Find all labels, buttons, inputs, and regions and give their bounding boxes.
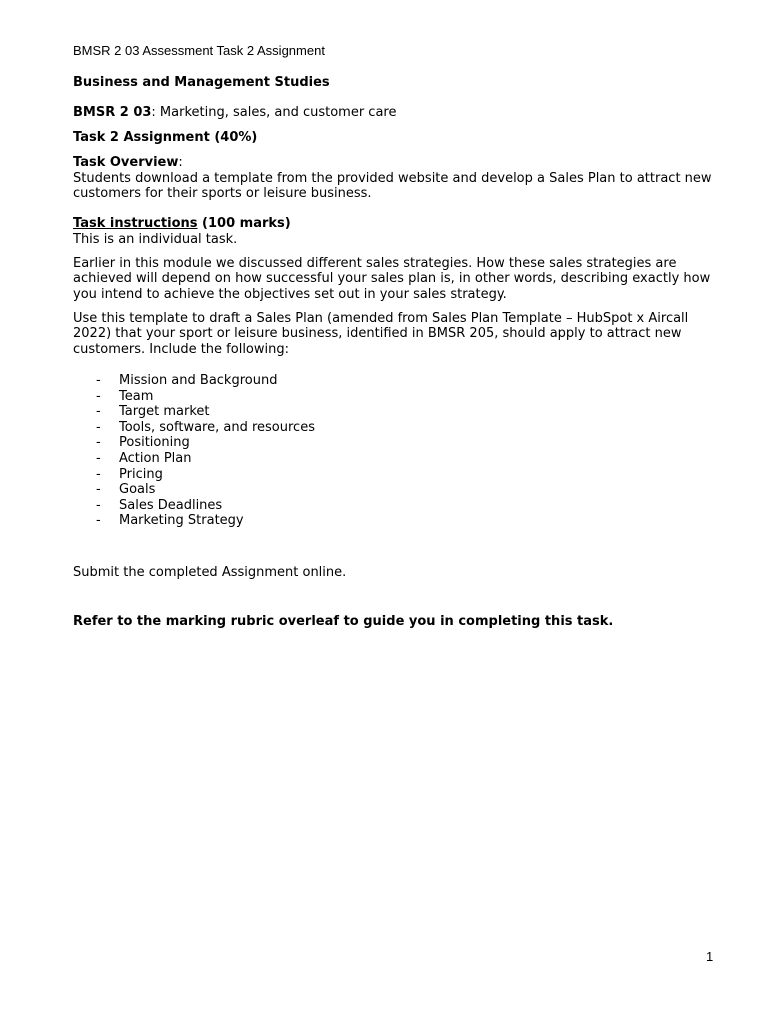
page-number: 1 <box>706 949 714 964</box>
instructions-heading-line <box>73 216 291 232</box>
list-item-text: Goals <box>119 482 156 498</box>
course-title: : Marketing, sales, and customer care <box>151 105 397 120</box>
list-item-text: Team <box>119 388 154 404</box>
earlier-line-2: achieved will depend on how successful your sales plan is, in other words, describing exactly how <box>73 271 711 286</box>
list-dash: - <box>96 435 101 451</box>
program-title: Business and Management Studies <box>73 75 330 90</box>
list-dash: - <box>96 373 101 388</box>
instructions-heading: Task instructions <box>73 216 198 231</box>
overview-colon: : <box>178 155 183 170</box>
list-item-text: Tools, software, and resources <box>119 419 315 435</box>
submit-text: Submit the completed Assignment online. <box>73 565 347 580</box>
course-code: BMSR 2 03 <box>73 105 152 120</box>
instructions-line-1: This is an individual task. <box>73 232 238 247</box>
list-dash: - <box>96 450 101 466</box>
list-dash: - <box>96 419 101 435</box>
earlier-line-1: Earlier in this module we discussed different sales strategies. How these sales strategies are <box>73 256 677 271</box>
task-title: Task 2 Assignment (40%) <box>73 130 258 145</box>
list-item-text: Marketing Strategy <box>119 513 244 529</box>
refer-text: Refer to the marking rubric overleaf to guide you in completing this task. <box>73 614 614 629</box>
list-dash: - <box>96 497 101 513</box>
template-line-3: customers. Include the following: <box>73 342 289 357</box>
list-dash: - <box>96 404 101 420</box>
template-line-1: Use this template to draft a Sales Plan (amended from Sales Plan Template – HubSpot x Aircall <box>73 311 689 326</box>
list-dash: - <box>96 388 101 404</box>
instructions-marks: (100 marks) <box>197 216 291 231</box>
list-dash: - <box>96 482 101 498</box>
page-header <box>73 43 325 59</box>
overview-heading: Task Overview <box>73 155 179 170</box>
list-dash: - <box>96 513 101 529</box>
list-dash: - <box>96 466 101 482</box>
list-item-text: Sales Deadlines <box>119 497 223 513</box>
template-line-2: 2022) that your sport or leisure business, identified in BMSR 205, should apply to attract new <box>73 326 682 341</box>
overview-heading-line <box>73 155 183 171</box>
list-item-text: Target market <box>119 404 210 420</box>
list-item-text: Mission and Background <box>119 373 278 388</box>
list-item-text: Positioning <box>119 435 190 451</box>
list-item-text: Pricing <box>119 466 163 482</box>
earlier-line-3: you intend to achieve the objectives set out in your sales strategy. <box>73 287 507 302</box>
course-line <box>73 105 396 121</box>
overview-line-1: Students download a template from the provided website and develop a Sales Plan to attract new <box>73 171 712 186</box>
header-text: BMSR 2 03 Assessment Task 2 Assignment <box>73 43 325 58</box>
list-item-text: Action Plan <box>119 450 192 466</box>
overview-line-2: customers for their sports or leisure business. <box>73 186 372 201</box>
